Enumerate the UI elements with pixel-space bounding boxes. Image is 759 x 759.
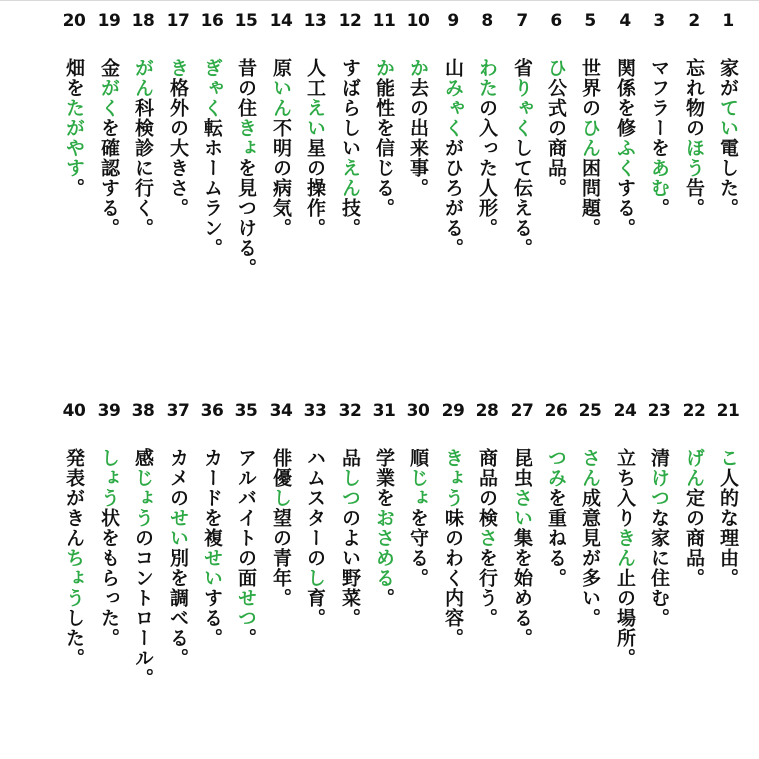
- question-item: [127, 10, 159, 238]
- top-divider: [0, 0, 759, 1]
- question-sentence: [506, 58, 538, 258]
- kana-target-word: あむ: [648, 158, 670, 198]
- question-sentence: [643, 448, 675, 628]
- sentence-fragment: 公式の商品。: [545, 78, 567, 198]
- question-number: 34: [269, 401, 293, 421]
- kana-target-word: がん: [132, 58, 154, 98]
- question-sentence: [678, 448, 710, 588]
- kana-target-word: えい: [304, 98, 326, 138]
- sentence-fragment: 人工: [304, 58, 326, 98]
- sentence-fragment: する。: [614, 178, 636, 238]
- question-number: 13: [303, 11, 327, 31]
- question-item: [265, 400, 297, 608]
- kana-target-word: おさめる: [373, 508, 395, 588]
- question-number: 27: [510, 401, 534, 421]
- sentence-fragment: すばらしい: [339, 58, 361, 158]
- sentence-fragment: 清: [648, 448, 670, 468]
- question-item: [368, 400, 400, 608]
- kana-target-word: せい: [167, 508, 189, 548]
- sentence-fragment: のコントロール。: [132, 528, 154, 688]
- sentence-fragment: の入った人形。: [476, 98, 498, 238]
- sentence-fragment: 格外の大きさ。: [167, 78, 189, 218]
- question-item: [506, 10, 538, 258]
- question-number: 5: [584, 11, 596, 31]
- question-item: [93, 10, 125, 238]
- sentence-fragment: を確認する。: [98, 118, 120, 238]
- sentence-fragment: 順: [407, 448, 429, 468]
- question-sentence: [334, 448, 366, 628]
- kana-target-word: か: [407, 58, 429, 78]
- sentence-fragment: アルバイトの面: [235, 448, 257, 588]
- sentence-fragment: 科検診に行く。: [132, 98, 154, 238]
- question-sentence: [540, 58, 572, 198]
- question-sentence: [230, 448, 262, 648]
- question-item: [712, 400, 744, 588]
- sentence-fragment: 忘れ物の: [683, 58, 705, 138]
- question-item: [265, 10, 297, 238]
- sentence-fragment: 感: [132, 448, 154, 468]
- question-sentence: [58, 58, 90, 198]
- question-sentence: [265, 58, 297, 238]
- kana-target-word: か: [373, 58, 395, 78]
- kana-target-word: わた: [476, 58, 498, 98]
- question-number: 25: [578, 401, 602, 421]
- question-item: [609, 10, 641, 238]
- sentence-fragment: 学業を: [373, 448, 395, 508]
- question-number: 15: [234, 11, 258, 31]
- question-number: 23: [647, 401, 671, 421]
- question-item: [299, 10, 331, 238]
- question-number: 36: [200, 401, 224, 421]
- sentence-fragment: 成意見が多い。: [579, 488, 601, 628]
- question-item: [712, 10, 744, 218]
- question-number: 11: [372, 11, 396, 31]
- question-sentence: [299, 448, 331, 628]
- question-sentence: [506, 448, 538, 648]
- sentence-fragment: 人的な理由。: [717, 468, 739, 588]
- question-number: 31: [372, 401, 396, 421]
- question-number: 1: [722, 11, 734, 31]
- sentence-fragment: カメの: [167, 448, 189, 508]
- sentence-fragment: して伝える。: [511, 138, 533, 258]
- question-item: [368, 10, 400, 218]
- kana-target-word: りゃく: [511, 78, 533, 138]
- question-sentence: [162, 58, 194, 218]
- sentence-fragment: を行う。: [476, 548, 498, 628]
- question-item: [230, 400, 262, 648]
- sentence-fragment: 原: [270, 58, 292, 78]
- kana-target-word: し: [304, 568, 326, 588]
- kana-target-word: つみ: [545, 448, 567, 488]
- sentence-fragment: マフラーを: [648, 58, 670, 158]
- question-item: [162, 10, 194, 218]
- kana-target-word: てい: [717, 98, 739, 138]
- sentence-fragment: 味のわく内容。: [442, 508, 464, 648]
- question-number: 4: [619, 11, 631, 31]
- sentence-fragment: 発表がきん: [63, 448, 85, 548]
- kana-target-word: じょう: [132, 468, 154, 528]
- question-number: 17: [166, 11, 190, 31]
- question-number: 12: [338, 11, 362, 31]
- question-item: [299, 400, 331, 628]
- question-number: 35: [234, 401, 258, 421]
- question-sentence: [609, 58, 641, 238]
- sentence-fragment: 家が: [717, 58, 739, 98]
- kana-target-word: ひ: [545, 58, 567, 78]
- sentence-fragment: 省: [511, 58, 533, 78]
- question-number: 30: [406, 401, 430, 421]
- question-number: 8: [481, 11, 493, 31]
- question-item: [540, 400, 572, 588]
- question-sentence: [437, 58, 469, 258]
- question-number: 24: [613, 401, 637, 421]
- question-sentence: [402, 448, 434, 588]
- question-item: [127, 400, 159, 688]
- question-sentence: [437, 448, 469, 648]
- sentence-fragment: 星の操作。: [304, 138, 326, 238]
- question-item: [196, 400, 228, 648]
- question-sentence: [230, 58, 262, 278]
- sentence-fragment: 昆虫: [511, 448, 533, 488]
- question-item: [230, 10, 262, 278]
- sentence-fragment: 転ホームラン。: [201, 118, 223, 258]
- kana-target-word: ちょう: [63, 548, 85, 608]
- question-number: 20: [62, 11, 86, 31]
- sentence-fragment: 能性を信じる。: [373, 78, 395, 218]
- question-number: 9: [447, 11, 459, 31]
- sentence-fragment: 金: [98, 58, 120, 78]
- question-item: [58, 400, 90, 668]
- question-sentence: [265, 448, 297, 608]
- sentence-fragment: がひろがる。: [442, 138, 464, 258]
- kana-target-word: ふく: [614, 138, 636, 178]
- question-number: 28: [475, 401, 499, 421]
- sentence-fragment: を見つける。: [235, 158, 257, 278]
- sentence-fragment: 。: [373, 588, 395, 608]
- sentence-fragment: 別を調べる。: [167, 548, 189, 668]
- sentence-fragment: 関係を修: [614, 58, 636, 138]
- question-sentence: [93, 58, 125, 238]
- question-number: 33: [303, 401, 327, 421]
- question-item: [437, 400, 469, 648]
- sentence-fragment: 止の場所。: [614, 568, 636, 668]
- question-number: 37: [166, 401, 190, 421]
- kana-target-word: しつ: [339, 468, 361, 508]
- kana-target-word: きん: [614, 528, 636, 568]
- question-number: 29: [441, 401, 465, 421]
- kana-target-word: ほう: [683, 138, 705, 178]
- kana-target-word: き: [167, 58, 189, 78]
- question-sentence: [574, 58, 606, 238]
- question-sentence: [574, 448, 606, 628]
- question-sentence: [609, 448, 641, 668]
- sentence-fragment: 技。: [339, 198, 361, 238]
- question-item: [540, 10, 572, 198]
- sentence-fragment: した。: [63, 608, 85, 668]
- question-item: [643, 400, 675, 628]
- sentence-fragment: 望の青年。: [270, 508, 292, 608]
- question-sentence: [402, 58, 434, 198]
- question-item: [574, 10, 606, 238]
- question-sentence: [678, 58, 710, 218]
- sentence-fragment: 定の商品。: [683, 488, 705, 588]
- question-number: 38: [131, 401, 155, 421]
- question-item: [574, 400, 606, 628]
- sentence-fragment: 世界の: [579, 58, 601, 118]
- kana-target-word: みゃく: [442, 78, 464, 138]
- kana-target-word: さい: [511, 488, 533, 528]
- question-sentence: [540, 448, 572, 588]
- question-number: 3: [653, 11, 665, 31]
- sentence-fragment: 畑を: [63, 58, 85, 98]
- question-number: 21: [716, 401, 740, 421]
- sentence-fragment: 困問題。: [579, 158, 601, 238]
- sentence-fragment: する。: [201, 588, 223, 648]
- question-number: 2: [688, 11, 700, 31]
- question-sentence: [368, 58, 400, 218]
- question-item: [402, 400, 434, 588]
- question-sentence: [196, 448, 228, 648]
- question-number: 19: [97, 11, 121, 31]
- kana-target-word: きょう: [442, 448, 464, 508]
- sentence-fragment: 告。: [683, 178, 705, 218]
- question-item: [196, 10, 228, 258]
- question-number: 22: [682, 401, 706, 421]
- sentence-fragment: 。: [235, 628, 257, 648]
- question-item: [506, 400, 538, 648]
- sentence-fragment: 。: [63, 178, 85, 198]
- question-item: [471, 10, 503, 238]
- question-item: [471, 400, 503, 628]
- kana-target-word: さん: [579, 448, 601, 488]
- sentence-fragment: 育。: [304, 588, 326, 628]
- question-number: 18: [131, 11, 155, 31]
- question-number: 7: [516, 11, 528, 31]
- question-number: 40: [62, 401, 86, 421]
- question-sentence: [471, 58, 503, 238]
- question-item: [162, 400, 194, 668]
- kana-target-word: せい: [201, 548, 223, 588]
- sentence-fragment: な家に住む。: [648, 508, 670, 628]
- question-item: [678, 10, 710, 218]
- kana-target-word: せつ: [235, 588, 257, 628]
- sentence-fragment: を重ねる。: [545, 488, 567, 588]
- kana-target-word: こ: [717, 448, 739, 468]
- sentence-fragment: 集を始める。: [511, 528, 533, 648]
- question-sentence: [127, 58, 159, 238]
- kana-target-word: いん: [270, 78, 292, 118]
- question-sentence: [643, 58, 675, 218]
- question-sentence: [334, 58, 366, 238]
- kana-target-word: しょう: [98, 448, 120, 508]
- kana-target-word: がく: [98, 78, 120, 118]
- question-item: [643, 10, 675, 218]
- question-item: [334, 10, 366, 238]
- question-sentence: [712, 448, 744, 588]
- question-number: 26: [544, 401, 568, 421]
- question-sentence: [162, 448, 194, 668]
- sentence-fragment: 去の出来事。: [407, 78, 429, 198]
- sentence-fragment: カードを複: [201, 448, 223, 548]
- kana-target-word: じょ: [407, 468, 429, 508]
- question-sentence: [93, 448, 125, 648]
- question-sentence: [368, 448, 400, 608]
- question-item: [678, 400, 710, 588]
- kana-target-word: げん: [683, 448, 705, 488]
- question-sentence: [58, 448, 90, 668]
- question-number: 6: [550, 11, 562, 31]
- question-sentence: [471, 448, 503, 628]
- kana-target-word: たがやす: [63, 98, 85, 178]
- question-item: [402, 10, 434, 198]
- question-item: [93, 400, 125, 648]
- sentence-fragment: 山: [442, 58, 464, 78]
- kana-target-word: きょ: [235, 118, 257, 158]
- question-sentence: [299, 58, 331, 238]
- kana-target-word: し: [270, 488, 292, 508]
- kana-target-word: さ: [476, 528, 498, 548]
- sentence-fragment: 。: [648, 198, 670, 218]
- question-sentence: [712, 58, 744, 218]
- question-number: 16: [200, 11, 224, 31]
- sentence-fragment: 状をもらった。: [98, 508, 120, 648]
- question-number: 14: [269, 11, 293, 31]
- sentence-fragment: 俳優: [270, 448, 292, 488]
- question-item: [58, 10, 90, 198]
- question-number: 32: [338, 401, 362, 421]
- question-sentence: [127, 448, 159, 688]
- question-item: [334, 400, 366, 628]
- sentence-fragment: 品: [339, 448, 361, 468]
- kana-target-word: えん: [339, 158, 361, 198]
- question-number: 39: [97, 401, 121, 421]
- kana-target-word: ぎゃく: [201, 58, 223, 118]
- sentence-fragment: 昔の住: [235, 58, 257, 118]
- sentence-fragment: を守る。: [407, 508, 429, 588]
- kana-target-word: けつ: [648, 468, 670, 508]
- sentence-fragment: のよい野菜。: [339, 508, 361, 628]
- sentence-fragment: 商品の検: [476, 448, 498, 528]
- question-item: [609, 400, 641, 668]
- sentence-fragment: 立ち入り: [614, 448, 636, 528]
- sentence-fragment: ハムスターの: [304, 448, 326, 568]
- question-sentence: [196, 58, 228, 258]
- sentence-fragment: 不明の病気。: [270, 118, 292, 238]
- kana-target-word: ひん: [579, 118, 601, 158]
- question-number: 10: [406, 11, 430, 31]
- sentence-fragment: 電した。: [717, 138, 739, 218]
- question-item: [437, 10, 469, 258]
